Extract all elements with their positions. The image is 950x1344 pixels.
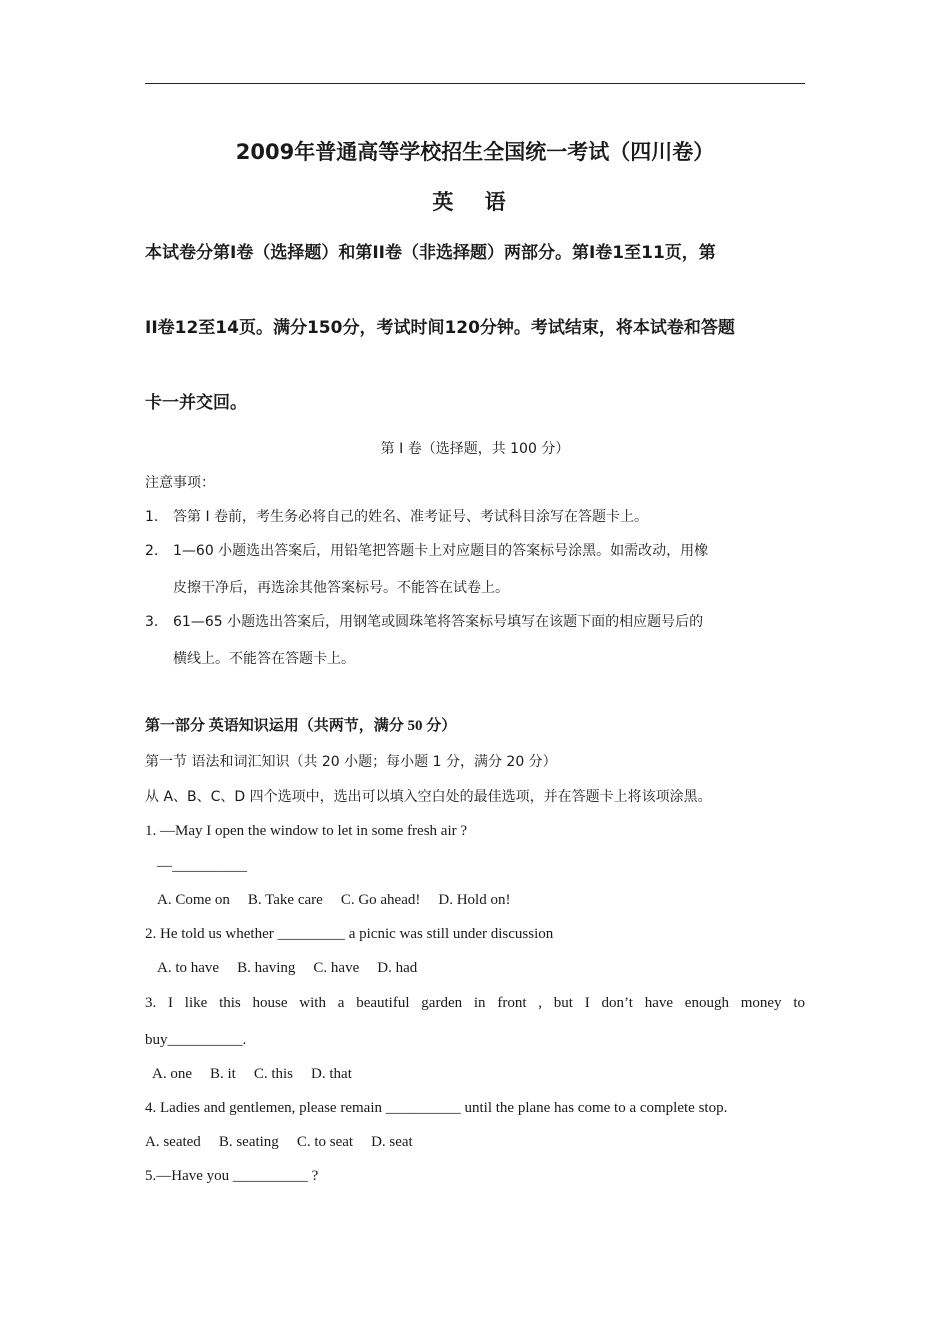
- q2-options: [157, 958, 817, 978]
- option-a: A. seated: [145, 1134, 201, 1150]
- note-2: [145, 541, 805, 561]
- header-rule: [145, 83, 805, 84]
- option-c: C. this: [253, 1066, 294, 1082]
- q1-reply-blank: —__________: [157, 858, 247, 874]
- option-d: D. that: [311, 1066, 352, 1082]
- note-2-continued: 皮擦干净后，再选涂其他答案标号。不能答在试卷上。: [173, 580, 509, 596]
- note-1: [145, 507, 805, 527]
- option-c: C. Go ahead!: [340, 892, 421, 908]
- intro-line-2: II卷12至14页。满分150分，考试时间120分钟。考试结束，将本试卷和答题: [145, 318, 735, 338]
- option-b: B. seating: [218, 1134, 279, 1150]
- q3-stem-line-1: 3. I like this house with a beautiful garden in front , but I don’t have enough money to: [145, 995, 805, 1011]
- q1-stem: 1. —May I open the window to let in some fresh air ?: [145, 823, 468, 839]
- option-a: A. Come on: [157, 892, 230, 908]
- q3-stem-line-2: buy__________.: [145, 1032, 247, 1048]
- note-number: 1.: [145, 509, 159, 525]
- part1-heading: 第一部分 英语知识运用（共两节，满分 50 分）: [145, 718, 457, 734]
- q3-options: [152, 1064, 812, 1084]
- option-b: B. having: [237, 960, 296, 976]
- option-d: D. had: [377, 960, 418, 976]
- note-text: 1—60 小题选出答案后，用铅笔把答题卡上对应题目的答案标号涂黑。如需改动，用橡: [173, 543, 709, 559]
- exam-title: 2009年普通高等学校招生全国统一考试（四川卷）: [235, 140, 715, 164]
- q5-stem: 5.—Have you __________ ?: [145, 1168, 319, 1184]
- option-a: A. one: [152, 1066, 192, 1082]
- section1-instruction: 从 A、B、C、D 四个选项中，选出可以填入空白处的最佳选项，并在答题卡上将该项涂黑。: [145, 789, 712, 805]
- note-3: [145, 612, 805, 632]
- q1-options: [157, 890, 817, 910]
- option-c: C. have: [313, 960, 360, 976]
- notes-heading: 注意事项：: [145, 475, 215, 491]
- option-a: A. to have: [157, 960, 220, 976]
- q2-stem: 2. He told us whether _________ a picnic was still under discussion: [145, 926, 554, 942]
- intro-line-1: 本试卷分第I卷（选择题）和第II卷（非选择题）两部分。第I卷1至11页，第: [145, 243, 716, 263]
- q4-stem: 4. Ladies and gentlemen, please remain __________ until the plane has come to a complete stop.: [145, 1100, 728, 1116]
- option-b: B. Take care: [247, 892, 323, 908]
- q4-options: [145, 1132, 805, 1152]
- note-3-continued: 横线上。不能答在答题卡上。: [173, 651, 355, 667]
- note-text: 答第 I 卷前，考生务必将自己的姓名、准考证号、考试科目涂写在答题卡上。: [173, 509, 649, 525]
- note-number: 2.: [145, 543, 159, 559]
- note-text: 61—65 小题选出答案后，用钢笔或圆珠笔将答案标号填写在该题下面的相应题号后的: [173, 614, 704, 630]
- option-d: D. seat: [371, 1134, 413, 1150]
- option-d: D. Hold on!: [438, 892, 511, 908]
- volume-heading: 第 I 卷（选择题，共 100 分）: [380, 441, 570, 457]
- section1-heading: 第一节 语法和词汇知识（共 20 小题；每小题 1 分，满分 20 分）: [145, 754, 557, 770]
- note-number: 3.: [145, 614, 159, 630]
- option-b: B. it: [210, 1066, 236, 1082]
- subject-title: 英 语: [432, 190, 518, 214]
- option-c: C. to seat: [296, 1134, 354, 1150]
- intro-line-3: 卡一并交回。: [145, 393, 247, 413]
